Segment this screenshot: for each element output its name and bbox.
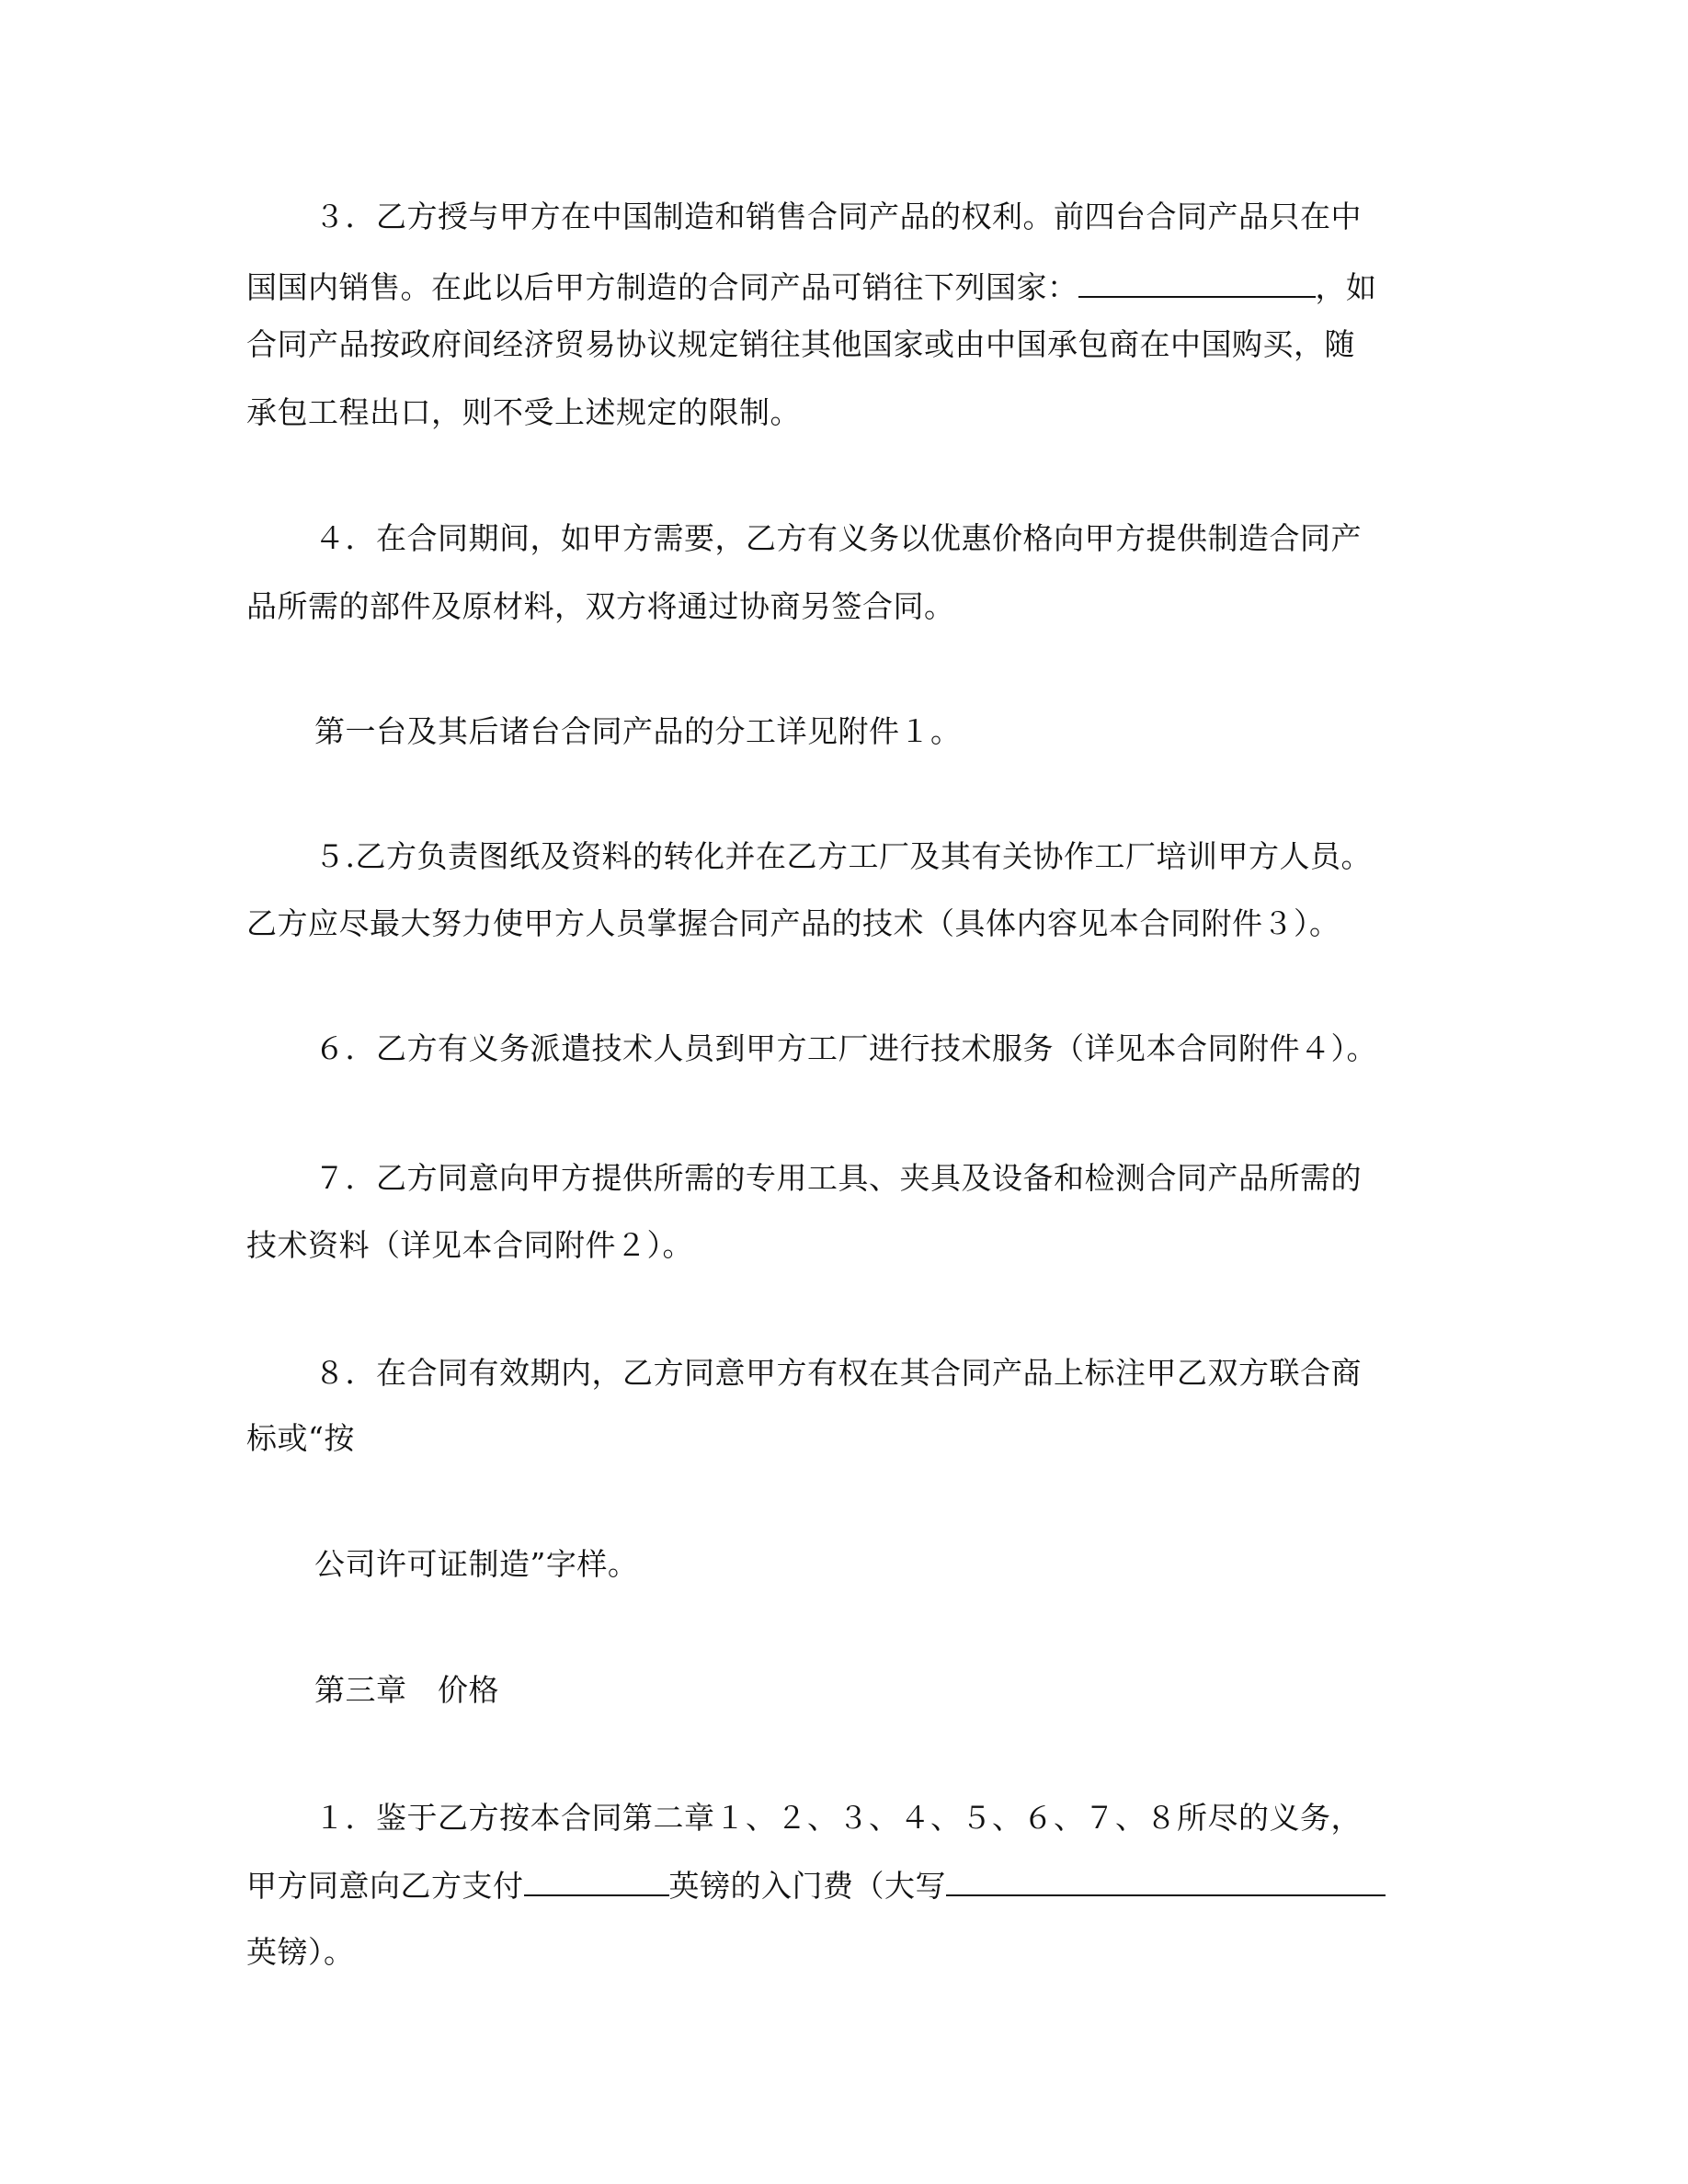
paragraph-3-line-1: ３．乙方授与甲方在中国制造和销售合同产品的权利。前四台合同产品只在中: [314, 199, 1362, 234]
amount-blank-field: [524, 1867, 669, 1896]
paragraph-3-line-2-end: ，如: [1315, 269, 1377, 305]
paragraph-5-line-2: 乙方应尽最大努力使甲方人员掌握合同产品的技术（具体内容见本合同附件３）。: [246, 905, 1340, 941]
country-blank-field: [1078, 268, 1316, 298]
paragraph-7-line-1: ７．乙方同意向甲方提供所需的专用工具、夹具及设备和检测合同产品所需的: [314, 1160, 1362, 1196]
paragraph-4-line-1: ４．在合同期间，如甲方需要，乙方有义务以优惠价格向甲方提供制造合同产: [314, 520, 1362, 556]
amount-in-words-blank-field: [946, 1867, 1386, 1896]
price-paragraph-1-line-1: １．鉴于乙方按本合同第二章１、２、３、４、５、６、７、８所尽的义务，: [314, 1800, 1362, 1836]
chapter-3-heading: 第三章 价格: [314, 1672, 499, 1708]
division-of-work-paragraph: 第一台及其后诸台合同产品的分工详见附件１。: [314, 713, 962, 749]
paragraph-3-line-4: 承包工程出口，则不受上述规定的限制。: [246, 394, 801, 430]
price-paragraph-1-line-2: [246, 1867, 1386, 1905]
license-mark-line: 公司许可证制造”字样。: [314, 1546, 639, 1582]
paragraph-5-line-1: ５.乙方负责图纸及资料的转化并在乙方工厂及其有关协作工厂培训甲方人员。: [314, 838, 1372, 874]
paragraph-8-line-1: ８．在合同有效期内，乙方同意甲方有权在其合同产品上标注甲乙双方联合商: [314, 1355, 1362, 1391]
paragraph-7-line-2: 技术资料（详见本合同附件２）。: [246, 1227, 693, 1263]
paragraph-8-line-2: 标或“按: [246, 1420, 355, 1456]
price-paragraph-1-line-2-text-b: 英镑的入门费（大写: [668, 1868, 946, 1904]
paragraph-3-line-2: [246, 268, 1377, 306]
paragraph-4-line-2: 品所需的部件及原材料，双方将通过协商另签合同。: [246, 588, 955, 624]
paragraph-6-line-1: ６．乙方有义务派遣技术人员到甲方工厂进行技术服务（详见本合同附件４）。: [314, 1030, 1377, 1066]
paragraph-3-line-2-text: 国国内销售。在此以后甲方制造的合同产品可销往下列国家：: [246, 269, 1078, 305]
price-paragraph-1-line-2-text-a: 甲方同意向乙方支付: [246, 1868, 524, 1904]
paragraph-3-line-3: 合同产品按政府间经济贸易协议规定销往其他国家或由中国承包商在中国购买，随: [246, 326, 1355, 362]
price-paragraph-1-line-3: 英镑）。: [246, 1934, 355, 1970]
